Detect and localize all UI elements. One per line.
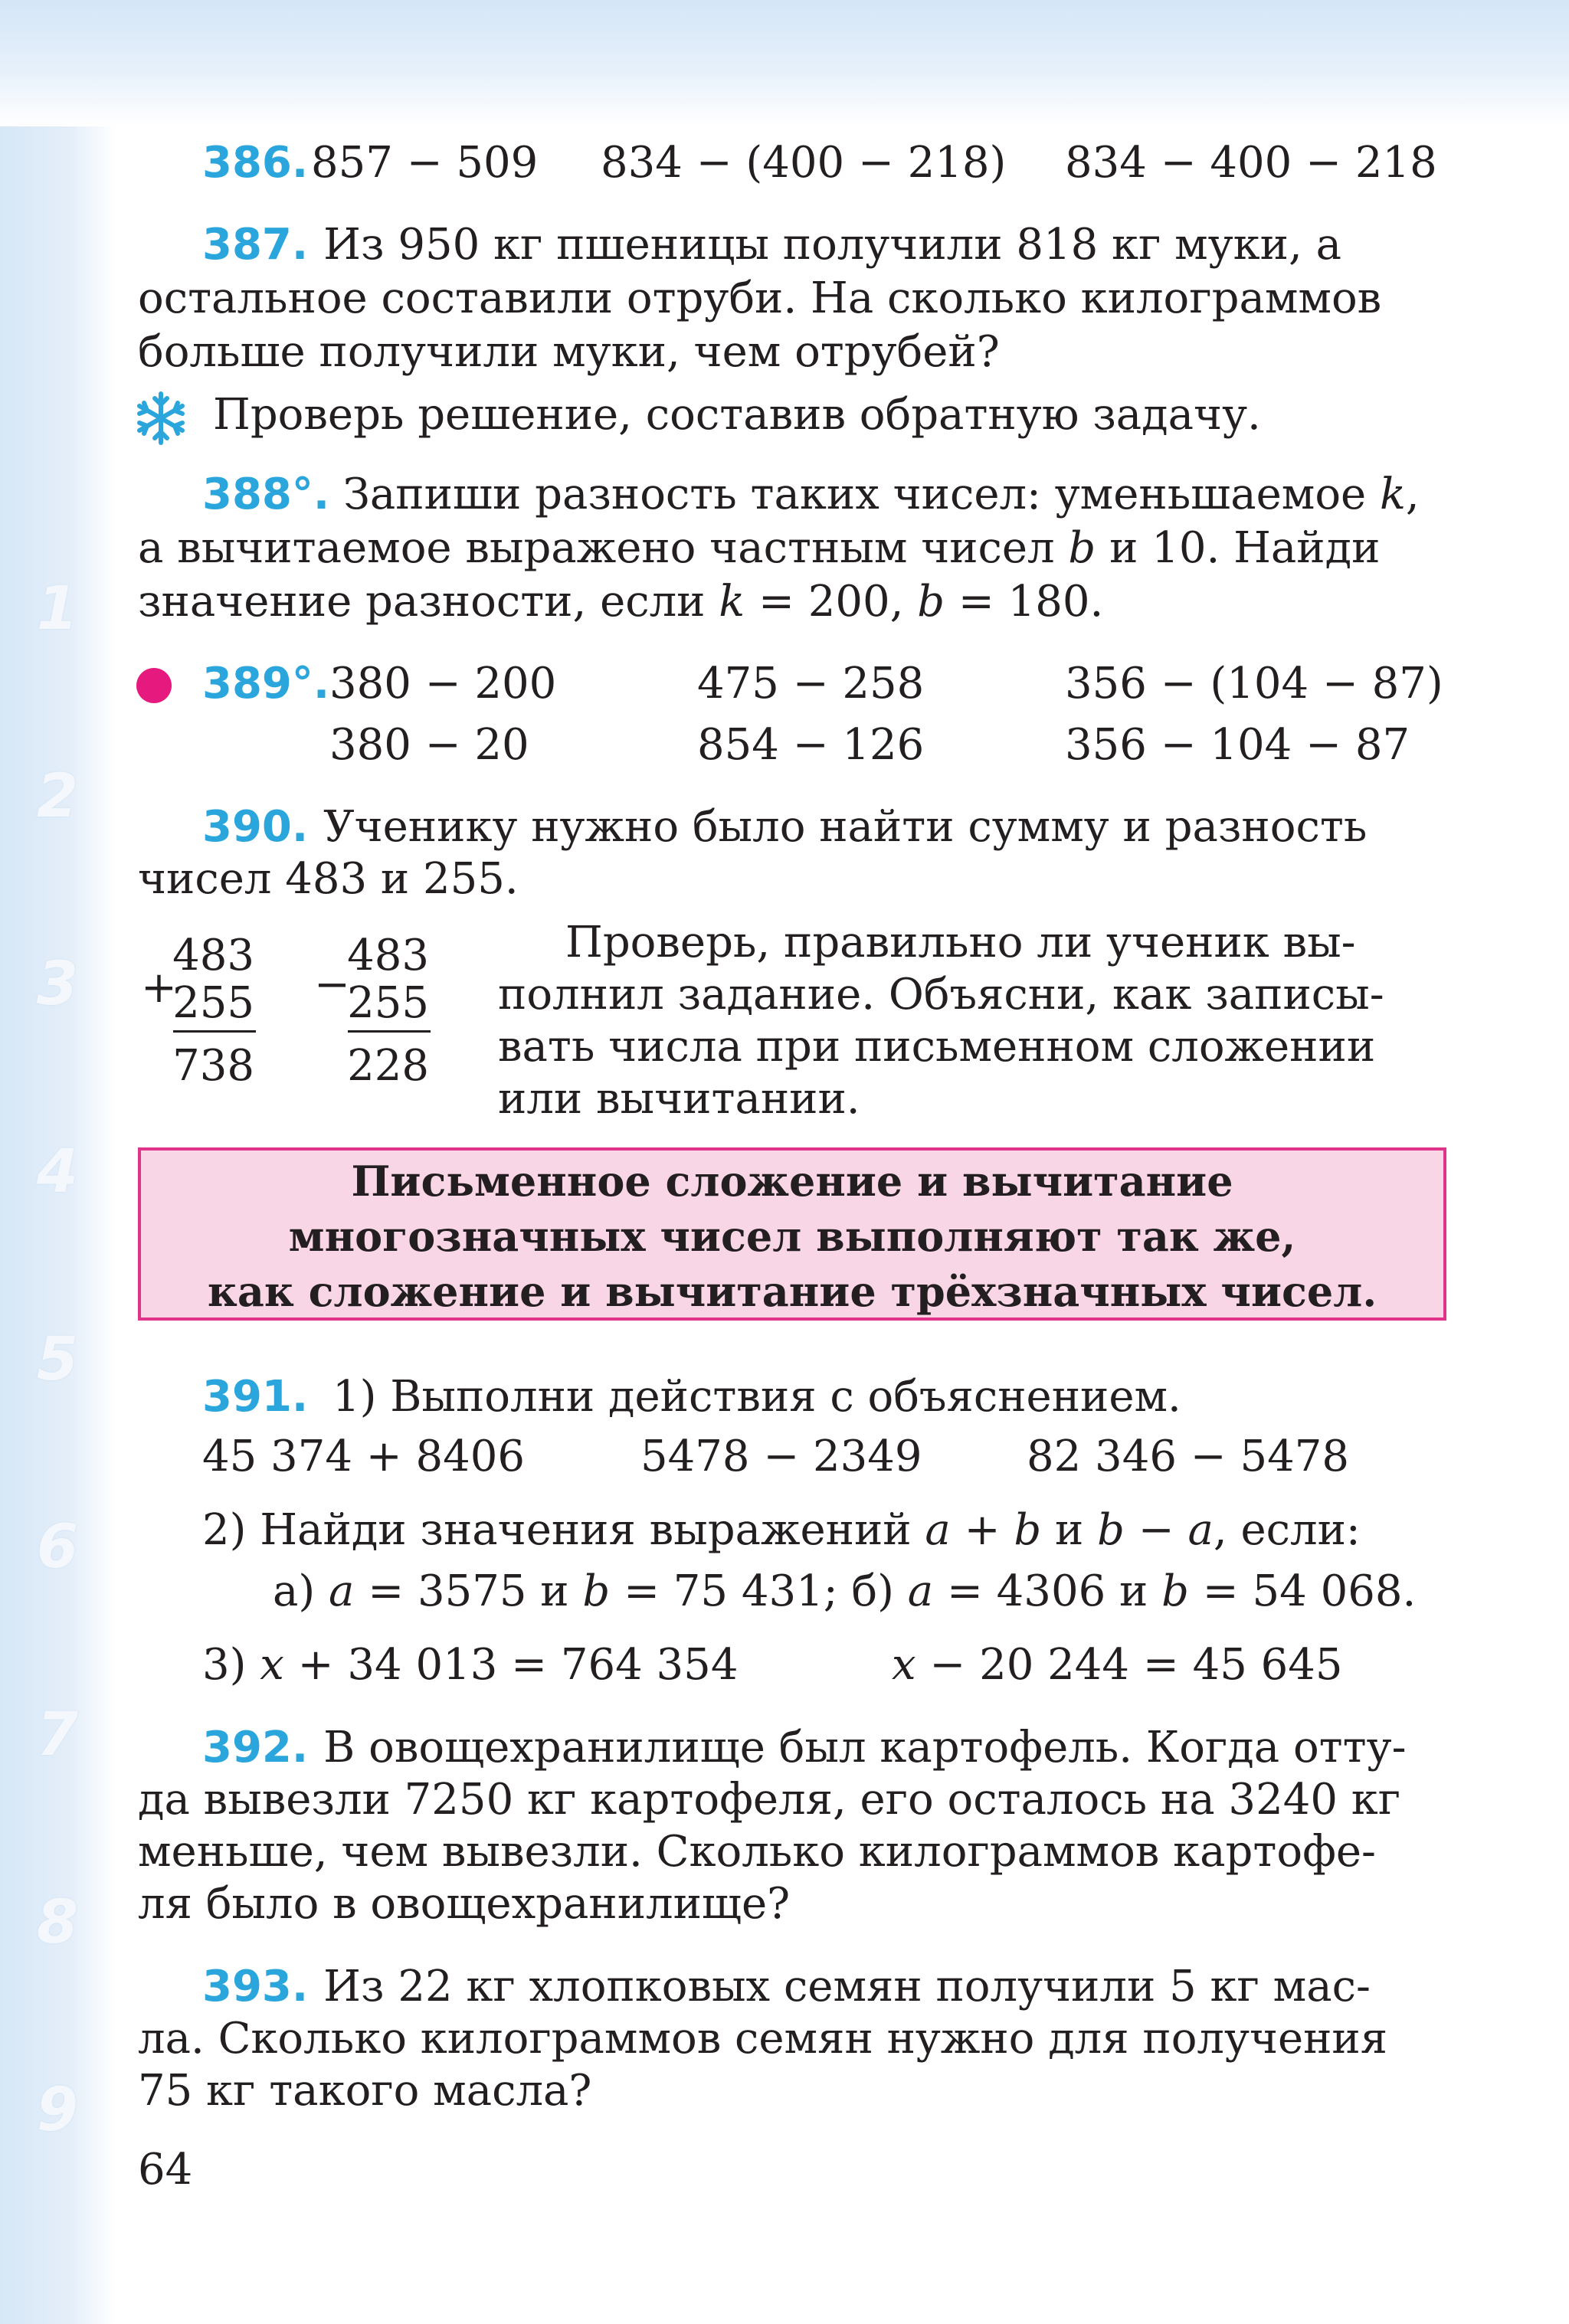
expression: 857 − 509 bbox=[311, 138, 539, 188]
task-390-line-1 bbox=[202, 802, 1446, 852]
text-part: , bbox=[1405, 470, 1420, 519]
task-391-equation-2 bbox=[892, 1640, 1343, 1690]
task-number: 386. bbox=[202, 138, 309, 188]
text-part: = 200, bbox=[745, 577, 918, 627]
task-text bbox=[343, 470, 1420, 519]
difference-line bbox=[348, 1030, 431, 1033]
sidebar-tab-9: 9 bbox=[36, 2076, 79, 2145]
task-388-line-2 bbox=[138, 523, 1381, 573]
variable-a: a bbox=[925, 1505, 951, 1555]
task-390-text-4: или вычитании. bbox=[498, 1074, 860, 1124]
task-number: 392. bbox=[202, 1723, 309, 1772]
addend-1: 483 bbox=[172, 931, 254, 980]
sidebar-tab-8: 8 bbox=[36, 1888, 79, 1957]
task-391-part-2-values bbox=[273, 1566, 1417, 1616]
variable-k: k bbox=[719, 577, 745, 627]
variable-a: a bbox=[329, 1566, 355, 1616]
sidebar-tab-7: 7 bbox=[36, 1700, 79, 1769]
text-part: = 75 431; б) bbox=[610, 1566, 908, 1616]
task-386 bbox=[202, 138, 1437, 188]
text-part: значение разности, если bbox=[138, 577, 719, 627]
rule-box bbox=[138, 1147, 1446, 1321]
variable-x: x bbox=[260, 1640, 284, 1690]
minuend: 483 bbox=[347, 931, 429, 980]
expression: 854 − 126 bbox=[697, 720, 925, 770]
task-393-line-3: 75 кг такого масла? bbox=[138, 2066, 592, 2116]
text-part: = 3575 и bbox=[354, 1566, 583, 1616]
rule-line: как сложение и вычитание трёхзначных чисел. bbox=[207, 1267, 1377, 1316]
equation: − 20 244 = 45 645 bbox=[916, 1640, 1343, 1690]
task-393-line-2: ла. Сколько килограммов семян нужно для получения bbox=[138, 2014, 1388, 2064]
variable-b: b bbox=[1068, 523, 1096, 573]
snowflake-icon bbox=[132, 389, 190, 447]
task-393-line-1 bbox=[202, 1962, 1446, 2011]
task-392-line-2: да вывезли 7250 кг картофеля, его осталось на 3240 кг bbox=[138, 1775, 1401, 1825]
text-part: Запиши разность таких чисел: уменьшаемое bbox=[342, 470, 1380, 519]
minus-sign: − bbox=[314, 960, 350, 1010]
plus-sign: + bbox=[141, 963, 177, 1013]
addend-2: 255 bbox=[172, 978, 254, 1028]
rule-line: Письменное сложение и вычитание bbox=[351, 1157, 1233, 1206]
text-part: = 4306 и bbox=[933, 1566, 1162, 1616]
chapter-sidebar bbox=[0, 126, 115, 2324]
task-388-line-1 bbox=[202, 470, 1420, 519]
task-text: Из 950 кг пшеницы получили 818 кг муки, а bbox=[323, 220, 1341, 270]
text-part: и bbox=[1041, 1505, 1098, 1555]
variable-b: b bbox=[917, 577, 945, 627]
expression: 82 346 − 5478 bbox=[1027, 1432, 1349, 1481]
task-387-line-3: больше получили муки, чем отрубей? bbox=[138, 327, 1000, 377]
sidebar-tab-6: 6 bbox=[36, 1513, 79, 1582]
expression: 834 − 400 − 218 bbox=[1065, 138, 1437, 188]
task-number: 389°. bbox=[202, 659, 330, 709]
task-number: 391. bbox=[202, 1372, 309, 1422]
expression: 356 − (104 − 87) bbox=[1065, 659, 1443, 709]
task-text: Из 22 кг хлопковых семян получили 5 кг мас- bbox=[323, 1962, 1371, 2011]
subtrahend: 255 bbox=[347, 978, 429, 1028]
expression: 380 − 200 bbox=[329, 659, 557, 709]
task-number: 390. bbox=[202, 802, 309, 852]
expression: 45 374 + 8406 bbox=[202, 1432, 525, 1481]
text-part: = 180. bbox=[945, 577, 1104, 627]
task-387-line-1 bbox=[138, 220, 1446, 270]
sidebar-tab-5: 5 bbox=[36, 1325, 79, 1394]
task-389-number bbox=[202, 659, 330, 709]
variable-b: b bbox=[582, 1566, 611, 1616]
difficulty-marker bbox=[136, 668, 172, 703]
task-390-text-3: вать числа при письменном сложении bbox=[498, 1022, 1376, 1072]
top-band bbox=[0, 0, 1569, 126]
rule-line: многозначных чисел выполняют так же, bbox=[288, 1212, 1296, 1261]
expression: 380 − 20 bbox=[329, 720, 529, 770]
difference-result: 228 bbox=[347, 1041, 429, 1091]
sidebar-tab-1: 1 bbox=[36, 574, 79, 643]
task-number: 388°. bbox=[202, 470, 330, 519]
task-390-text-2: полнил задание. Объясни, как записы- bbox=[498, 970, 1384, 1020]
task-388-line-3 bbox=[138, 577, 1104, 627]
task-391-part-2 bbox=[202, 1505, 1361, 1555]
task-text: Ученику нужно было найти сумму и разность bbox=[323, 802, 1368, 852]
task-number: 393. bbox=[202, 1962, 309, 2011]
text-part: а вычитаемое выражено частным чисел bbox=[138, 523, 1069, 573]
sidebar-tab-3: 3 bbox=[36, 950, 79, 1019]
variable-b: b bbox=[1014, 1505, 1042, 1555]
expression: 834 − (400 − 218) bbox=[601, 138, 1007, 188]
text-part: и 10. Найди bbox=[1096, 523, 1381, 573]
task-392-line-1 bbox=[202, 1723, 1446, 1772]
task-392-line-4: ля было в овощехранилище? bbox=[138, 1879, 791, 1929]
task-391-line-1 bbox=[202, 1372, 1181, 1422]
variable-k: k bbox=[1379, 470, 1406, 519]
variable-b: b bbox=[1097, 1505, 1125, 1555]
task-text: В овощехранилище был картофель. Когда отту- bbox=[323, 1723, 1407, 1772]
equation: + 34 013 = 764 354 bbox=[283, 1640, 739, 1690]
sum-result: 738 bbox=[172, 1041, 254, 1091]
check-instruction: Проверь решение, составив обратную задачу. bbox=[213, 390, 1261, 440]
task-390-line-2: чисел 483 и 255. bbox=[138, 854, 519, 904]
text-part: 2) Найди значения выражений bbox=[202, 1505, 925, 1555]
task-text: 1) Выполни действия с объяснением. bbox=[332, 1372, 1181, 1422]
text-part: + bbox=[950, 1505, 1014, 1555]
expression: 5478 − 2349 bbox=[640, 1432, 922, 1481]
text-part: Проверь, правильно ли ученик вы- bbox=[565, 918, 1356, 967]
task-387-line-2: остальное составили отруби. На сколько килограммов bbox=[138, 273, 1382, 323]
sidebar-tab-4: 4 bbox=[36, 1137, 79, 1206]
page-number: 64 bbox=[138, 2145, 193, 2195]
expression: 475 − 258 bbox=[697, 659, 925, 709]
sidebar-tab-2: 2 bbox=[36, 762, 79, 831]
expression: 356 − 104 − 87 bbox=[1065, 720, 1410, 770]
variable-a: a bbox=[907, 1566, 934, 1616]
sum-line bbox=[173, 1030, 256, 1033]
text-part: = 54 068. bbox=[1188, 1566, 1417, 1616]
variable-a: a bbox=[1187, 1505, 1214, 1555]
task-391-part-3 bbox=[202, 1640, 739, 1690]
task-392-line-3: меньше, чем вывезли. Сколько килограммов картофе- bbox=[138, 1827, 1376, 1877]
task-number: 387. bbox=[202, 220, 309, 270]
text-part: − bbox=[1124, 1505, 1188, 1555]
variable-x: x bbox=[892, 1640, 916, 1690]
variable-b: b bbox=[1161, 1566, 1189, 1616]
text-part: , если: bbox=[1213, 1505, 1361, 1555]
text-part: а) bbox=[273, 1566, 329, 1616]
text-part: 3) bbox=[202, 1640, 260, 1690]
